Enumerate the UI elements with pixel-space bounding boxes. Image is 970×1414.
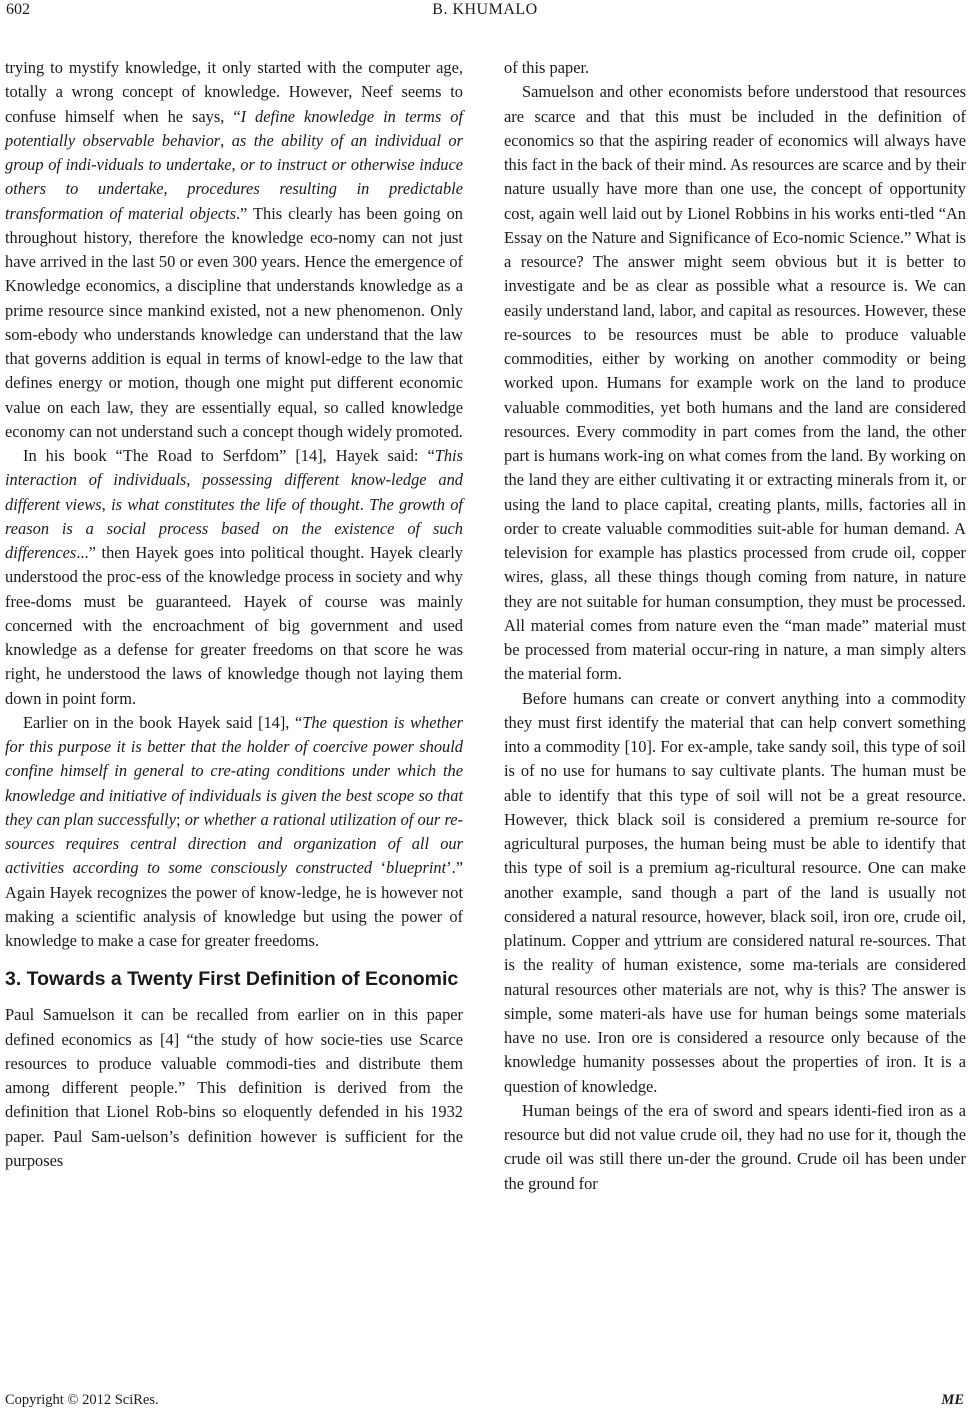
body-paragraph: In his book “The Road to Serfdom” [14], Hayek said: “This interaction of individuals, possessing different know-ledge and different views, is what constitutes the life of thought. The growth of reason is a social process based on the existence of such differences...” then Hayek goes into political thought. Hayek clearly understood the proc-ess of the knowledge process in society and why free-doms must be guaranteed. Hayek of course was mainly concerned with the encroachment of big government and used knowledge as a defense for greater freedoms on that score he was right, he understood the laws of knowledge though not laying them down in point form. (5, 446, 463, 708)
body-paragraph: of this paper. (504, 58, 590, 77)
section-heading: 3. Towards a Twenty First Definition of Economic (5, 968, 459, 991)
body-paragraph: Paul Samuelson it can be recalled from earlier on in this paper defined economics as [4] “the study of how socie-ties use Scarce resources to produce valuable commodi-ties and distribute them among different people.” This definition is derived from the definition that Lionel Rob-bins so eloquently defended in his 1932 paper. Paul Sam-uelson’s definition however is sufficient for the purposes (5, 1005, 463, 1170)
body-paragraph: Before humans can create or convert anything into a commodity they must first identify the material that can help convert something into a commodity [10]. For ex-ample, take sandy soil, this type of soil is of no use for humans to say cultivate plants. The human must be able to identify that this type of soil will not be a great resource. However, thick black soil is considered a premium re-source for agricultural purposes, the human being must be able to identify that this type of soil is a premium ag-ricultural resource. One can make another example, sand though a part of the land is usually not considered a natural resource, however, black soil, iron ore, crude oil, platinum. Copper and yttrium are considered natural re-sources. That is the reality of human existence, some ma-terials are considered natural resources other materials are not, why is this? The answer is simple, some materi-als have use for human beings some materials have no use. Iron ore is considered a resource only because of the knowledge humanity possesses about the properties of iron. It is a question of knowledge. (504, 688, 966, 1096)
body-paragraph: Samuelson and other economists before understood that resources are scarce and that this must be included in the definition of economics so that the aspiring reader of economics will always have this fact in the back of their mind. As resources are scarce and by their nature usually have more than one use, the concept of opportunity cost, again well laid out by Lionel Robbins in his works enti-tled “An Essay on the Nature and Significance of Eco-nomic Science.” What is a resource? The answer might seem obvious but it is better to investigate and be as clear as possible what a resource is. We can easily understand land, labor, and capital as resources. However, these re-sources to be resources must be able to produce valuable commodities, either by working on another commodity or being worked upon. Humans for example work on the land to produce valuable commodities, yet both humans and the land are considered resources. Every commodity in part comes from the land, the other part is humans work-ing on what comes from the land. By working on the land they are either cultivating it or extracting minerals from it, or using the land to place capital, creating plants, mills, factories all in order to create valuable commodities suit-able for human demand. A television for example has plastics processed from crude oil, copper wires, glass, all these things though coming from nature, in nature they are not suitable for human consumption, they must be processed. All material comes from nature even the “man made” material must be processed from material occur-ring in nature, a man simply alters the material form. (504, 82, 966, 684)
left-column (5, 56, 463, 1173)
running-header (0, 0, 970, 40)
body-paragraph: trying to mystify knowledge, it only started with the computer age, totally a wrong concept of knowledge. However, Neef seems to confuse himself when he says, “I define knowledge in terms of potentially observable behavior, as the ability of an individual or group of indi-viduals to undertake, or to instruct or otherwise induce others to undertake, procedures resulting in predictable transformation of material objects.” This clearly has been going on throughout history, therefore the knowledge eco-nomy can not just have arrived in the last 50 or even 300 years. Hence the emergence of Knowledge economics, a discipline that understands knowledge as a prime resource since mankind existed, not a new phenomenon. Only som-ebody who understands knowledge can understand that the law that governs addition is equal in terms of knowl-edge to the law that defines energy or motion, though one might put different economic value on each law, they are essentially equal, so called knowledge economy can not understand such a concept though widely promoted. (5, 58, 464, 441)
copyright-notice: Copyright © 2012 SciRes. (5, 1392, 159, 1408)
page-footer (0, 1392, 970, 1414)
right-column (504, 56, 966, 1196)
body-paragraph: Human beings of the era of sword and spears identi-fied iron as a resource but did not value crude oil, they had no use for it, though the crude oil was still there un-der the ground. Crude oil has been under the ground for (504, 1100, 966, 1193)
body-paragraph: Earlier on in the book Hayek said [14], “The question is whether for this purpose it is better that the holder of coercive power should confine himself in general to cre-ating conditions under which the knowledge and initiative of individuals is given the best scope so that they can plan successfully; or whether a rational utilization of our re-sources requires central direction and organization of all our activities according to some consciously constructed ‘blueprint’.” Again Hayek recognizes the power of know-ledge, he is however not making a scientific analysis of knowledge but using the power of knowledge to make a case for greater freedoms. (5, 712, 463, 950)
page-number: 602 (6, 1, 30, 18)
journal-abbreviation: ME (941, 1392, 964, 1408)
running-head-author: B. KHUMALO (432, 1, 538, 18)
